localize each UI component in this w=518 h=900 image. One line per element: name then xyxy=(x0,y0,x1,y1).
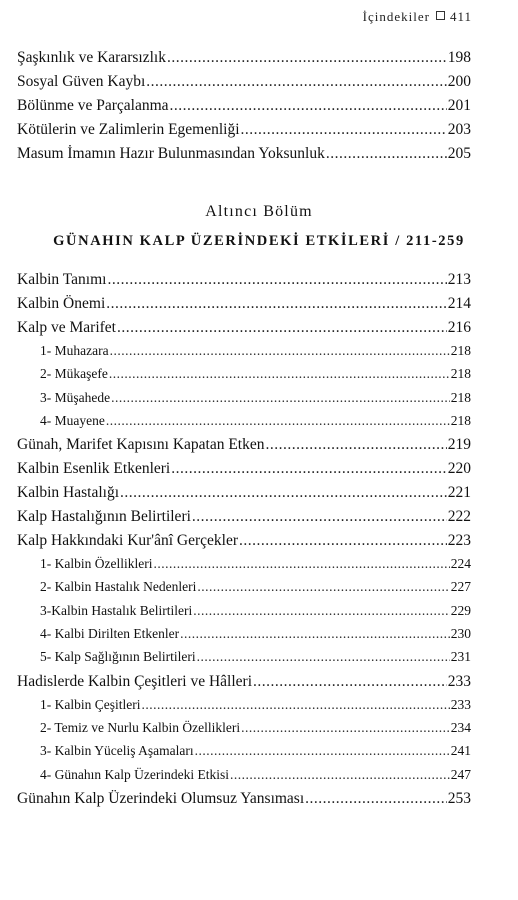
toc-entry-page: 218 xyxy=(450,343,471,358)
toc-entry-title: Kalbin Önemi xyxy=(17,295,106,312)
toc-entry-page: 203 xyxy=(447,121,471,138)
leader-dots xyxy=(326,145,447,163)
toc-entry-page: 233 xyxy=(450,696,471,712)
toc-entry[interactable] xyxy=(17,790,471,814)
leader-dots xyxy=(197,649,450,665)
toc-entry-page: 198 xyxy=(447,49,471,66)
toc-entry-page: 218 xyxy=(450,412,471,428)
toc-entry-page: 216 xyxy=(447,319,471,336)
leader-dots xyxy=(170,97,447,115)
toc-entry-title: Günah, Marifet Kapısını Kapatan Etken xyxy=(17,436,265,454)
leader-dots xyxy=(241,121,447,139)
leader-dots xyxy=(120,484,447,502)
leader-dots xyxy=(197,579,449,595)
leader-dots xyxy=(111,390,450,406)
toc-entry-title: 5- Kalp Sağlığının Belirtileri xyxy=(40,649,196,665)
leader-dots xyxy=(239,532,447,550)
leader-dots xyxy=(106,413,450,429)
toc-entry-page: 222 xyxy=(447,508,471,526)
leader-dots xyxy=(305,790,447,808)
toc-entry-title: Şaşkınlık ve Kararsızlık xyxy=(17,49,166,66)
toc-entry-title: Bölünme ve Parçalanma xyxy=(17,97,169,114)
toc-entry[interactable] xyxy=(17,121,471,145)
toc-entry[interactable] xyxy=(17,73,471,97)
leader-dots xyxy=(117,319,447,337)
leader-dots xyxy=(106,295,447,313)
running-header xyxy=(363,9,472,25)
toc-entry-title: 4- Günahın Kalp Üzerindeki Etkisi xyxy=(40,766,229,782)
toc-entry-title: Masum İmamın Hazır Bulunmasından Yoksunluk xyxy=(17,145,325,162)
toc-entry-title: Kötülerin ve Zalimlerin Egemenliği xyxy=(17,121,240,138)
toc-entry-page: 227 xyxy=(450,579,471,595)
toc-entry-title: 1- Kalbin Özellikleri xyxy=(40,556,153,572)
toc-entry[interactable] xyxy=(17,145,471,169)
toc-entry-title: Kalbin Tanımı xyxy=(17,271,107,288)
toc-subentry[interactable] xyxy=(17,767,471,790)
toc-entry-title: 4- Kalbi Dirilten Etkenler xyxy=(40,626,180,642)
toc-entry[interactable] xyxy=(17,319,471,343)
toc-entry-title: 2- Temiz ve Nurlu Kalbin Özellikleri xyxy=(40,719,241,735)
square-bullet-icon xyxy=(436,11,445,20)
toc-entry-page: 234 xyxy=(450,719,471,735)
leader-dots xyxy=(146,73,446,91)
toc-entry[interactable] xyxy=(17,97,471,121)
toc-entry[interactable] xyxy=(17,295,471,319)
toc-subentry[interactable] xyxy=(17,649,471,672)
toc-entry-page: 224 xyxy=(450,556,471,572)
toc-entry-page: 200 xyxy=(447,73,471,90)
leader-dots xyxy=(167,49,447,67)
toc-entry-page: 231 xyxy=(450,649,471,665)
toc-entry-page: 219 xyxy=(447,436,471,454)
leader-dots xyxy=(153,556,449,572)
leader-dots xyxy=(109,366,450,382)
toc-entry-title: Kalbin Hastalığı xyxy=(17,484,120,502)
toc-top-section xyxy=(17,49,471,169)
toc-entry-title: Kalp Hakkındaki Kur'ânî Gerçekler xyxy=(17,532,238,550)
leader-dots xyxy=(195,743,450,759)
leader-dots xyxy=(180,626,450,642)
toc-entry-page: 223 xyxy=(447,532,471,550)
toc-entry[interactable] xyxy=(17,436,471,460)
toc-entry[interactable] xyxy=(17,532,471,556)
leader-dots xyxy=(107,271,446,289)
header-section-title: İçindekiler xyxy=(362,9,430,24)
toc-entry-title: 3- Müşahede xyxy=(40,389,111,405)
leader-dots xyxy=(253,673,447,691)
toc-entry-title: 3-Kalbin Hastalık Belirtileri xyxy=(40,602,193,618)
toc-entry[interactable] xyxy=(17,49,471,73)
toc-entry-page: 233 xyxy=(447,672,471,690)
chapter-label: Altıncı Bölüm xyxy=(205,203,313,220)
toc-subentry[interactable] xyxy=(17,720,471,743)
toc-subentry[interactable] xyxy=(17,743,471,766)
toc-entry-page: 241 xyxy=(450,743,471,759)
leader-dots xyxy=(241,720,450,736)
toc-chapter-section xyxy=(17,271,471,814)
leader-dots xyxy=(141,697,449,713)
toc-subentry[interactable] xyxy=(17,390,471,413)
toc-subentry[interactable] xyxy=(17,626,471,649)
leader-dots xyxy=(192,508,447,526)
toc-entry[interactable] xyxy=(17,484,471,508)
toc-entry-page: 205 xyxy=(447,145,471,162)
toc-entry-page: 221 xyxy=(447,484,471,502)
toc-entry-page: 220 xyxy=(447,460,471,478)
leader-dots xyxy=(193,603,450,619)
leader-dots xyxy=(230,767,450,783)
toc-subentry[interactable] xyxy=(17,697,471,720)
leader-dots xyxy=(266,436,447,454)
leader-dots xyxy=(110,343,450,359)
toc-entry[interactable] xyxy=(17,508,471,532)
toc-entry-title: Hadislerde Kalbin Çeşitleri ve Hâlleri xyxy=(17,672,253,690)
toc-entry-page: 218 xyxy=(450,366,471,382)
header-page-number: 411 xyxy=(449,9,472,24)
toc-entry[interactable] xyxy=(17,460,471,484)
toc-entry-title: Sosyal Güven Kaybı xyxy=(17,73,146,90)
toc-entry-title: 3- Kalbin Yüceliş Aşamaları xyxy=(40,743,194,759)
toc-entry-title: Kalp ve Marifet xyxy=(17,319,116,336)
toc-entry-page: 201 xyxy=(447,97,471,114)
toc-subentry[interactable] xyxy=(17,556,471,579)
chapter-title: GÜNAHIN KALP ÜZERİNDEKİ ETKİLERİ / 211-259 xyxy=(53,233,465,249)
toc-entry-title: 2- Mükaşefe xyxy=(40,366,108,382)
toc-entry-page: 214 xyxy=(447,295,471,312)
toc-entry[interactable] xyxy=(17,673,471,697)
toc-entry-title: Kalp Hastalığının Belirtileri xyxy=(17,508,191,526)
toc-subentry[interactable] xyxy=(17,579,471,602)
toc-entry-page: 218 xyxy=(450,389,471,405)
toc-entry-page: 230 xyxy=(450,626,471,642)
toc-entry-title: 1- Kalbin Çeşitleri xyxy=(40,696,141,712)
toc-entry-title: Günahın Kalp Üzerindeki Olumsuz Yansıması xyxy=(17,789,305,807)
toc-entry-title: 4- Muayene xyxy=(40,412,105,428)
toc-entry-page: 253 xyxy=(447,789,471,807)
toc-subentry[interactable] xyxy=(17,413,471,436)
toc-subentry[interactable] xyxy=(17,366,471,389)
toc-entry-title: 2- Kalbin Hastalık Nedenleri xyxy=(40,579,197,595)
toc-entry-page: 213 xyxy=(447,271,471,288)
toc-entry-page: 247 xyxy=(450,766,471,782)
toc-entry-page: 229 xyxy=(450,602,471,618)
toc-entry[interactable] xyxy=(17,271,471,295)
toc-subentry[interactable] xyxy=(17,603,471,626)
toc-subentry[interactable] xyxy=(17,343,471,366)
leader-dots xyxy=(171,460,447,478)
toc-entry-title: Kalbin Esenlik Etkenleri xyxy=(17,460,171,478)
toc-entry-title: 1- Muhazara xyxy=(40,343,109,358)
